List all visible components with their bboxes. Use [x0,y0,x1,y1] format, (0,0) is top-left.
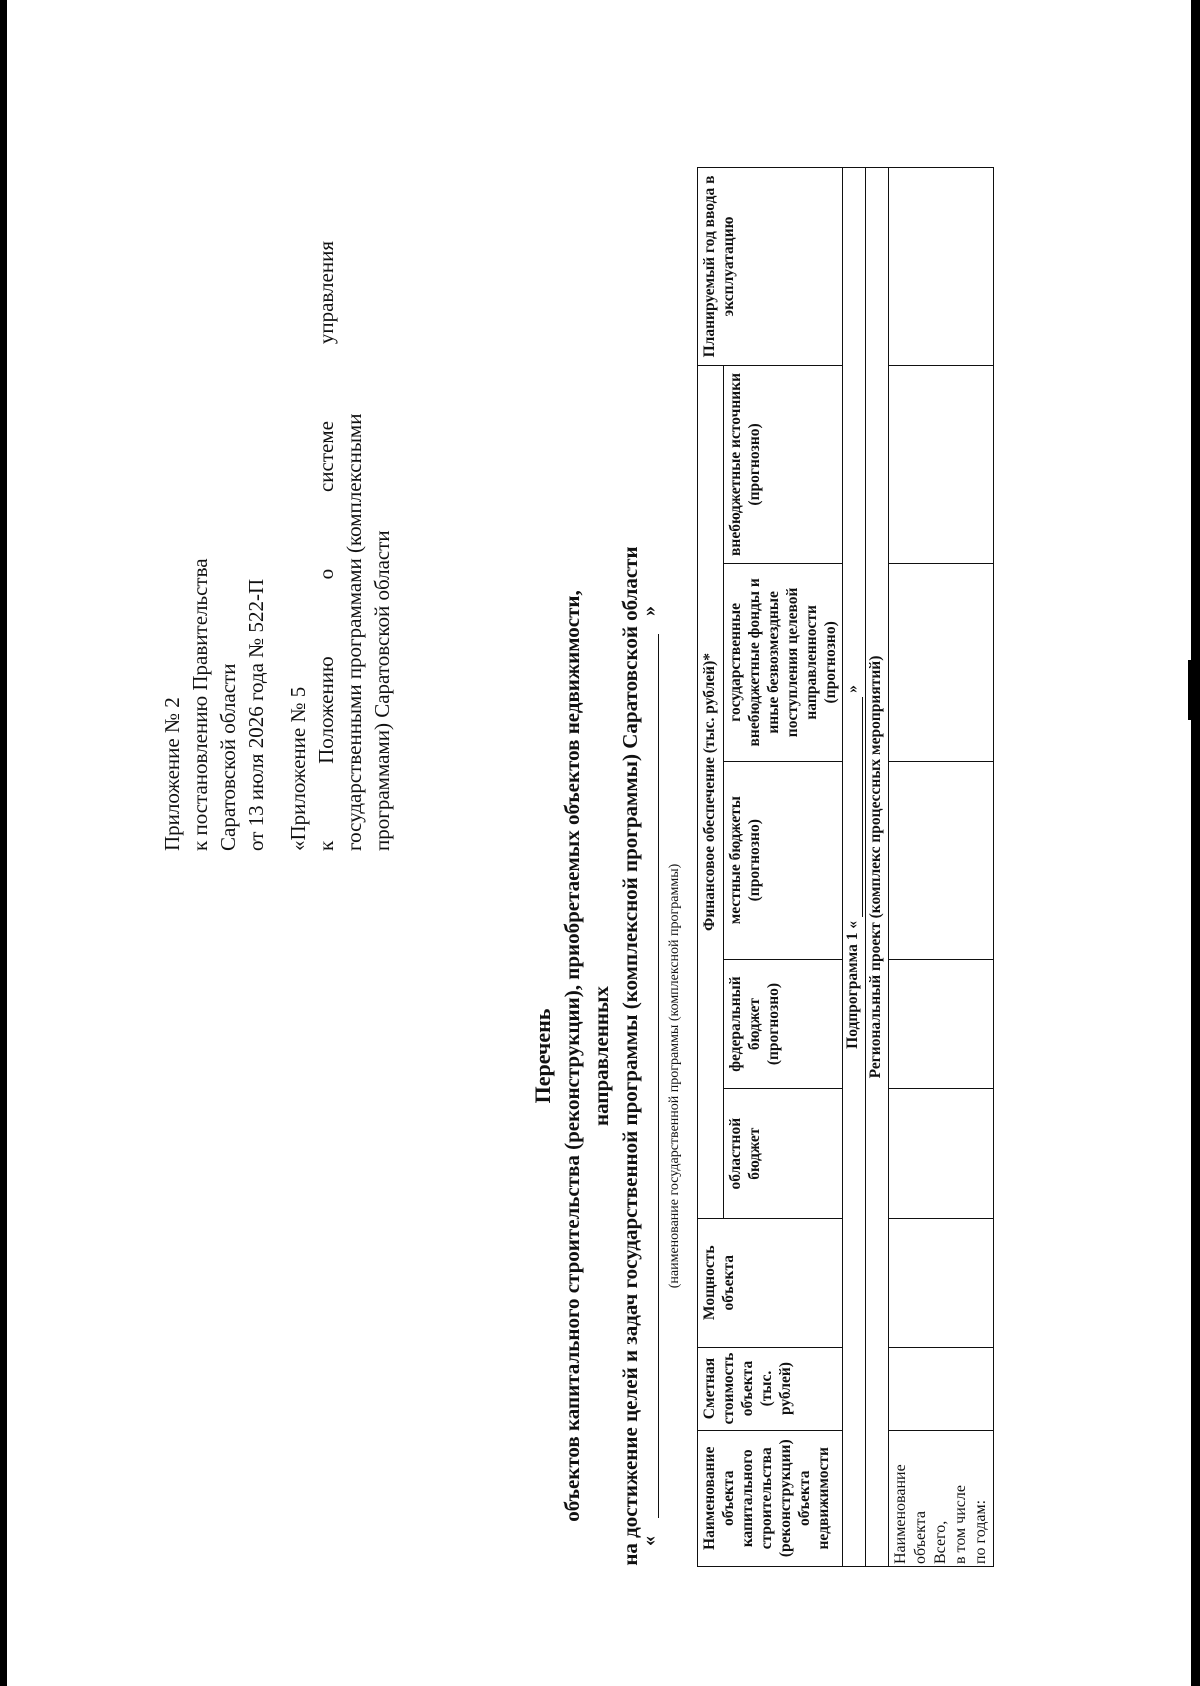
subprogram-row [843,168,866,1567]
document-title: Перечень [530,1008,555,1104]
appendix-decree: к постановлению Правительства [188,558,212,851]
heading-line-2: на достижение целей и задач государственной программы (комплексной программы) Саратовской области [618,546,642,1566]
appendix-5-programs: государственными программами (комплексными [342,413,366,851]
objects-table [697,167,994,1567]
header-capacity: Мощность объекта [698,1219,843,1348]
regional-budget-cell [889,1089,994,1219]
table-row [889,168,994,1567]
total-label: Всего, [932,1520,949,1564]
program-caption: (наименование государственной программы (комплексной программы) [667,863,682,1289]
project-row [866,168,889,1567]
header-estimated-cost: Сметная стоимость объекта (тыс. рублей) [698,1347,843,1430]
capacity-cell [889,1219,994,1348]
document-heading [528,526,645,1586]
table-header-row-1 [698,168,724,1567]
program-name-underline [658,634,659,1518]
header-financing: Финансовое обеспечение (тыс. рублей)* [698,365,724,1218]
header-commission-year: Планируемый год ввода в эксплуатацию [698,168,843,366]
header-federal-budget: федеральный бюджет (прогнозно) [724,959,843,1089]
commission-year-cell [889,168,994,366]
appendix-5-region: программами) Саратовской области [370,530,394,851]
state-funds-cell [889,563,994,761]
quote-close: » [638,606,660,616]
project-cell: Региональный проект (комплекс процессных мероприятий) [866,168,889,1567]
appendix-number: Приложение № 2 [160,697,184,851]
estimated-cost-cell [889,1347,994,1430]
header-extrabudget: внебюджетные источники (прогнозно) [724,365,843,563]
header-regional-budget: областной бюджет [724,1089,843,1219]
subprogram-cell [843,168,866,1567]
appendix-5-title: «Приложение № 5 [286,686,310,851]
header-local-budgets: местные бюджеты (прогнозно) [724,761,843,959]
object-name-cell [889,1430,994,1566]
subprogram-quote-close: » [844,685,861,693]
subprogram-name-underline [843,697,863,917]
header-state-funds: государственные внебюджетные фонды и иные безвозмездные поступления целевой направленности (прогнозно) [724,563,843,761]
appendix-block [158,241,396,851]
subprogram-label: Подпрограмма 1 « [844,920,861,1049]
program-name-line [638,606,660,1546]
extrabudget-cell [889,365,994,563]
object-name-label: Наименование объекта [892,1464,929,1564]
appendix-region: Саратовской области [216,663,240,851]
including-label: в том числе [952,1485,969,1564]
federal-budget-cell [889,959,994,1089]
header-object-name: Наименование объекта капитального строительства (реконструкции) объекта недвижимости [698,1430,843,1566]
by-years-label: по годам: [972,1499,989,1564]
quote-open: « [638,1536,660,1546]
appendix-date: от 13 июля 2026 года № 522-П [244,578,268,851]
local-budgets-cell [889,761,994,959]
appendix-5-regulation: к Положению о системе управления [314,241,338,851]
heading-line-1: объектов капитального строительства (реконструкции), приобретаемых объектов недвижимости, направленных [560,590,613,1522]
